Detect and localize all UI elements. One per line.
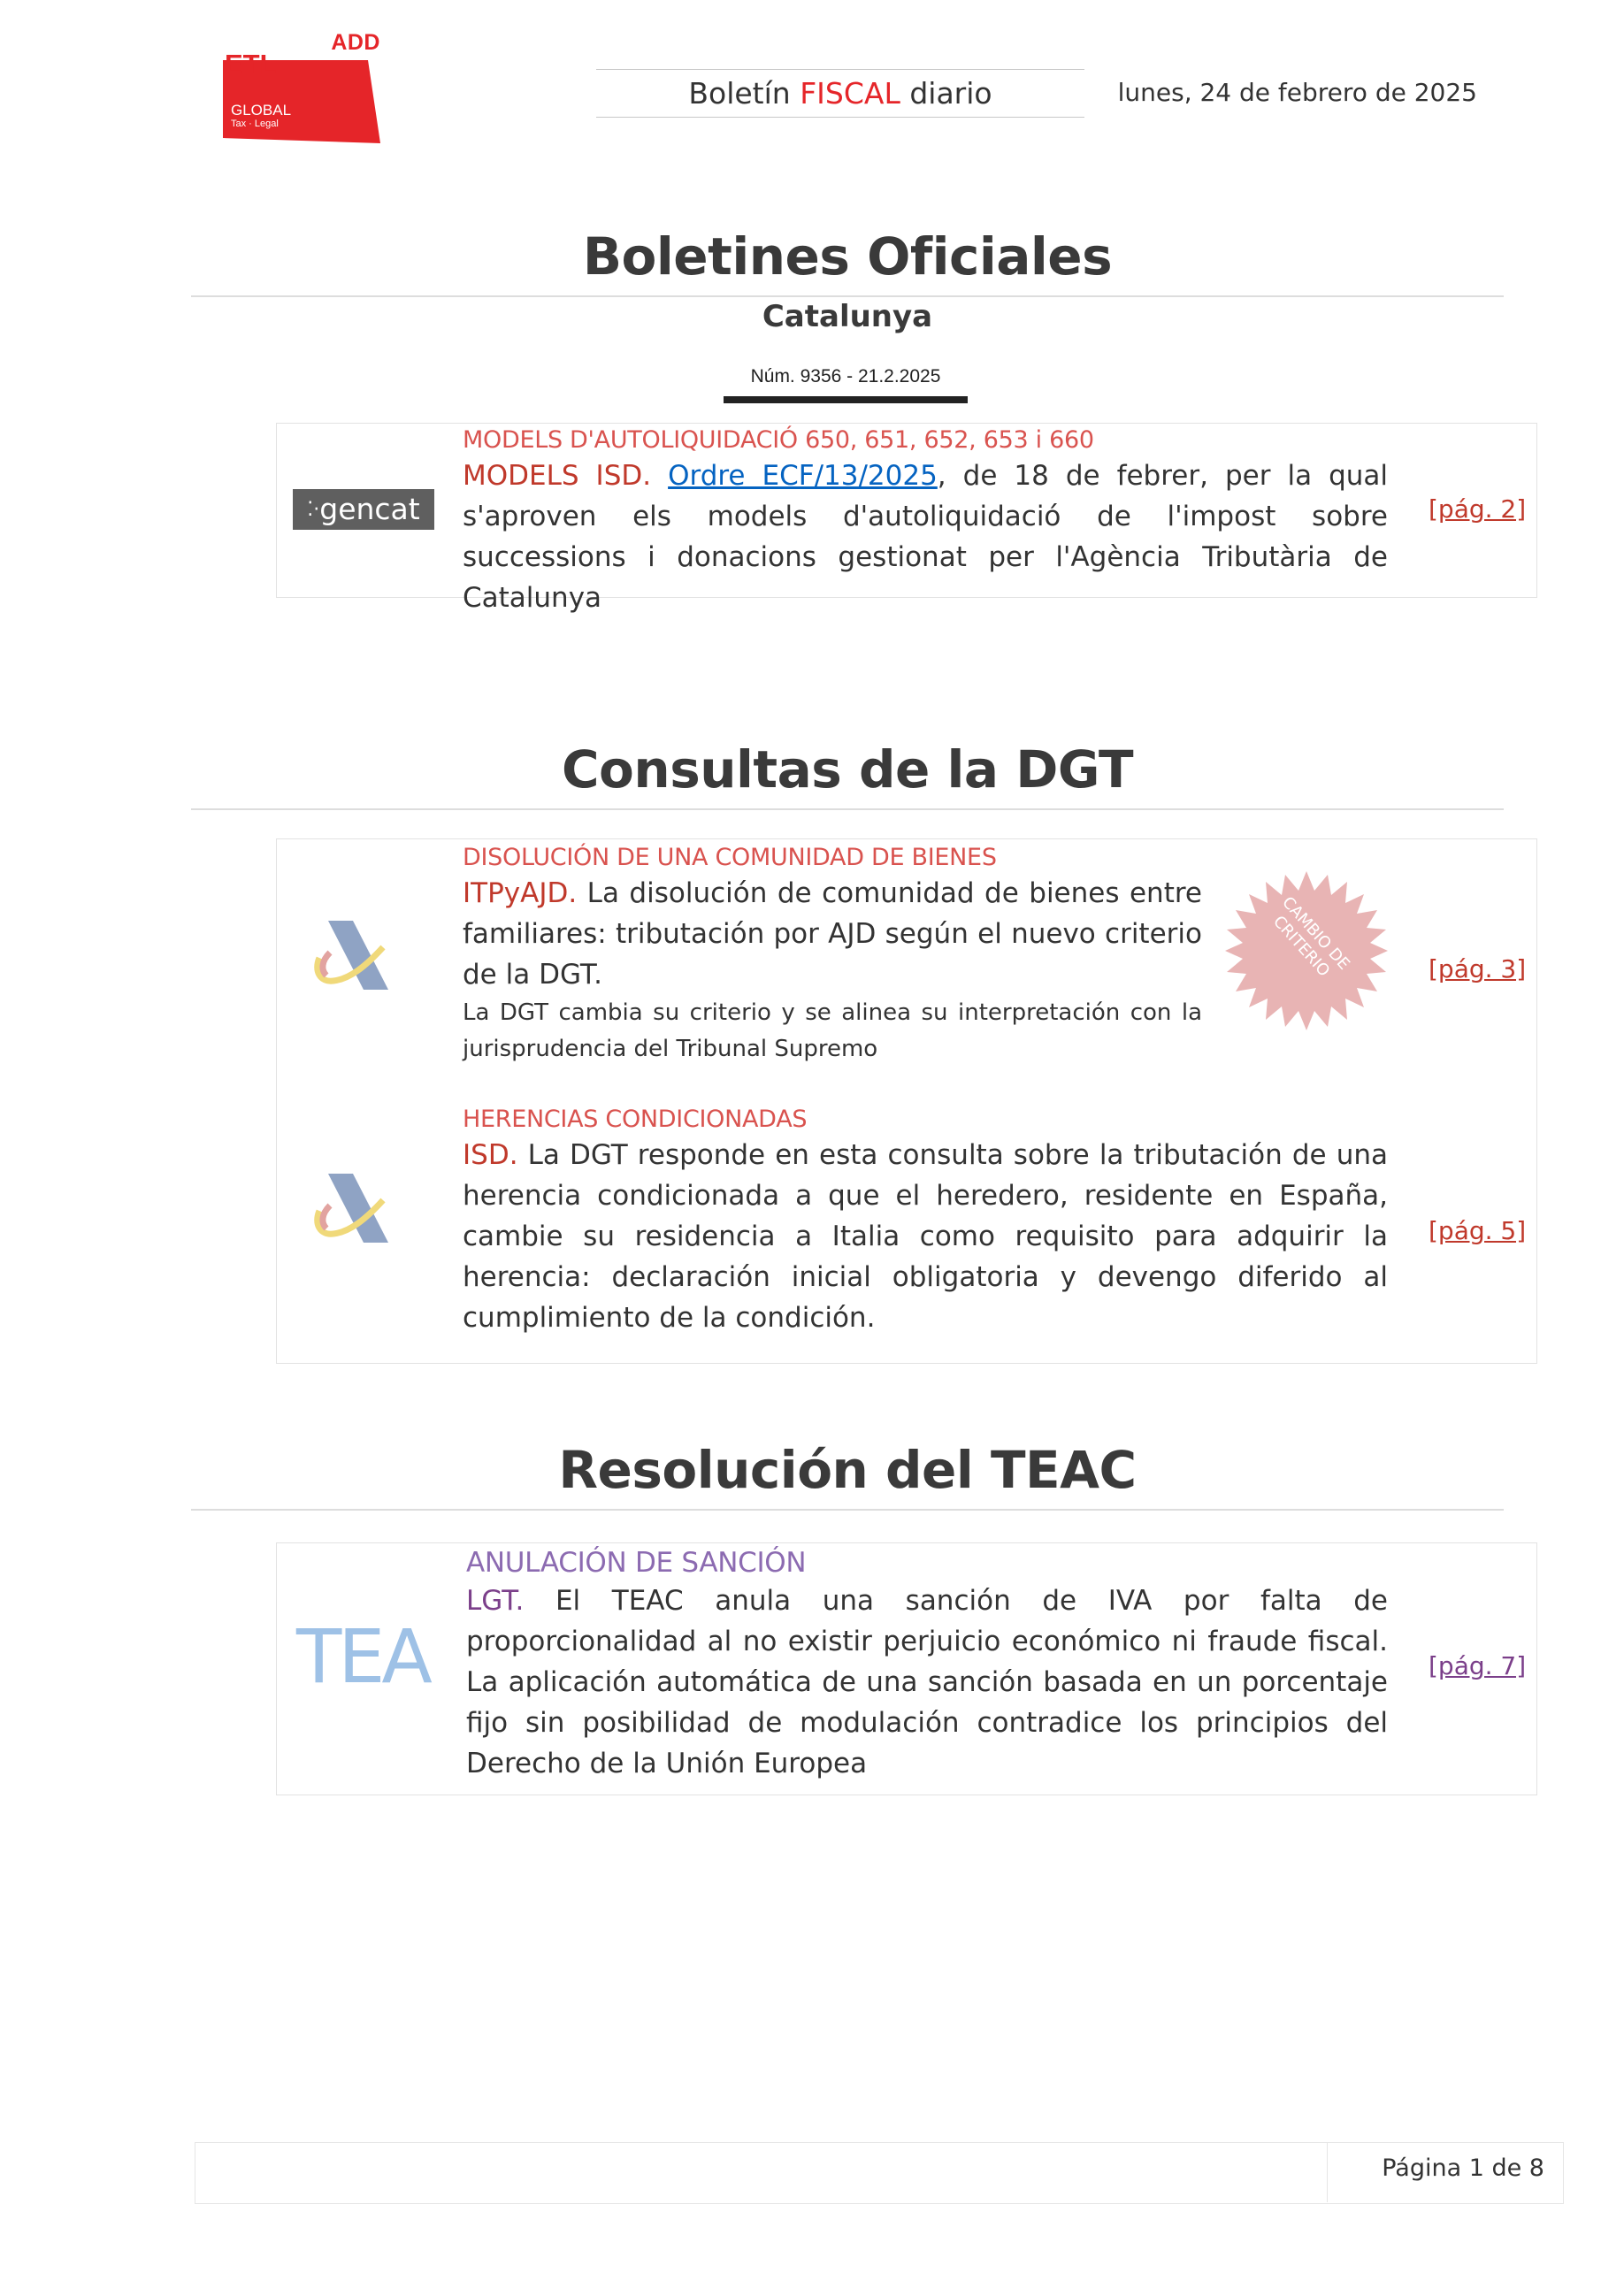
news-card-text [466,1545,1388,1784]
page-ref-link[interactable]: [pág. 7] [1429,1651,1527,1680]
news-body-text: El TEAC anula una sanción de IVA por falta de proporcionalidad al no existir perjuicio económico ni fraude fiscal. La aplicación automática de una sanción basada en un porcentaje fijo sin posibilidad de modulación contradice los principios del Derecho de la Unión Europea [466,1585,1388,1779]
news-card-teac [276,1542,1537,1795]
logo-tagline-text: Tax · Legal [231,119,279,129]
news-card-text [463,425,1388,618]
section-rule-dgt [191,808,1504,810]
section-rule-teac [191,1509,1504,1511]
news-kicker: HERENCIAS CONDICIONADAS [463,1106,808,1133]
section-title-boletines: Boletines Oficiales [582,226,1113,287]
bulletin-title-highlight: FISCAL [800,76,900,111]
bulletin-date: lunes, 24 de febrero de 2025 [1117,78,1477,107]
news-tag: MODELS ISD. [463,460,652,492]
bulletin-number-label: Núm. 9356 - 21.2.2025 [750,366,941,386]
gencat-dots-icon: ⁚· [307,499,320,521]
section-subtitle-catalunya: Catalunya [762,299,933,334]
stamp-text: CAMBIO DE CRITERIO [1269,892,1353,981]
section-title-teac: Resolución del TEAC [558,1440,1137,1500]
news-tag: LGT. [466,1585,525,1617]
news-card-text [463,843,1202,1068]
bulletin-title [596,76,1084,111]
news-body [463,455,1388,618]
page-ref-link[interactable]: [pág. 2] [1429,494,1527,524]
gencat-logo-text: gencat [319,492,420,526]
logo-etl-text: ETL [225,49,277,80]
news-body [463,873,1202,995]
news-body-text: La DGT responde en esta consulta sobre la tributación de una herencia condicionada a que el heredero, residente en España, cambie su residencia a Italia como requisito para adquirir la herencia: declaración inicial obligatoria y devengo diferido al cumplimiento de la condición. [463,1139,1388,1334]
news-card-dgt [276,838,1537,1364]
tea-logo: TEA [296,1613,429,1700]
news-tag: ISD. [463,1139,518,1171]
aeat-logo-icon [310,1170,392,1246]
news-body [466,1580,1388,1784]
gencat-logo [293,489,434,530]
change-criterion-stamp [1225,869,1388,1032]
etl-global-logo [223,32,382,145]
news-body-text: , de 18 de febrer, per la qual s'aproven els models d'autoliquidació de l'impost sobre successions i donacions gestionat per l'Agència Tributària de Catalunya [463,460,1388,614]
news-note: La DGT cambia su criterio y se alinea su interpretación con la jurisprudencia del Tribunal Supremo [463,999,1202,1062]
page-ref-link[interactable]: [pág. 3] [1429,954,1527,983]
news-kicker: MODELS D'AUTOLIQUIDACIÓ 650, 651, 652, 653 i 660 [463,426,1094,454]
logo-add-text: ADD [331,30,380,55]
page-ref-link[interactable]: [pág. 5] [1429,1216,1527,1245]
header-rule-top [596,69,1084,70]
aeat-logo-icon [310,917,392,993]
section-title-dgt: Consultas de la DGT [561,739,1134,800]
news-kicker: ANULACIÓN DE SANCIÓN [466,1547,807,1579]
section-rule-boletines [191,295,1504,297]
bulletin-number-bar [724,396,968,403]
news-kicker: DISOLUCIÓN DE UNA COMUNIDAD DE BIENES [463,844,997,871]
order-link[interactable]: Ordre ECF/13/2025 [668,460,938,492]
bulletin-title-suffix: diario [900,76,992,111]
news-card-boletin [276,423,1537,614]
page-number: Página 1 de 8 [1382,2154,1544,2182]
news-body [463,1135,1388,1338]
news-body-text: La disolución de comunidad de bienes entre familiares: tributación por AJD según el nuevo criterio de la DGT. [463,877,1202,991]
bulletin-title-prefix: Boletín [688,76,801,111]
news-tag: ITPyAJD. [463,877,578,909]
header-rule-bottom [596,117,1084,118]
news-card-text [463,1105,1388,1338]
logo-global-text: GLOBAL [231,102,292,119]
